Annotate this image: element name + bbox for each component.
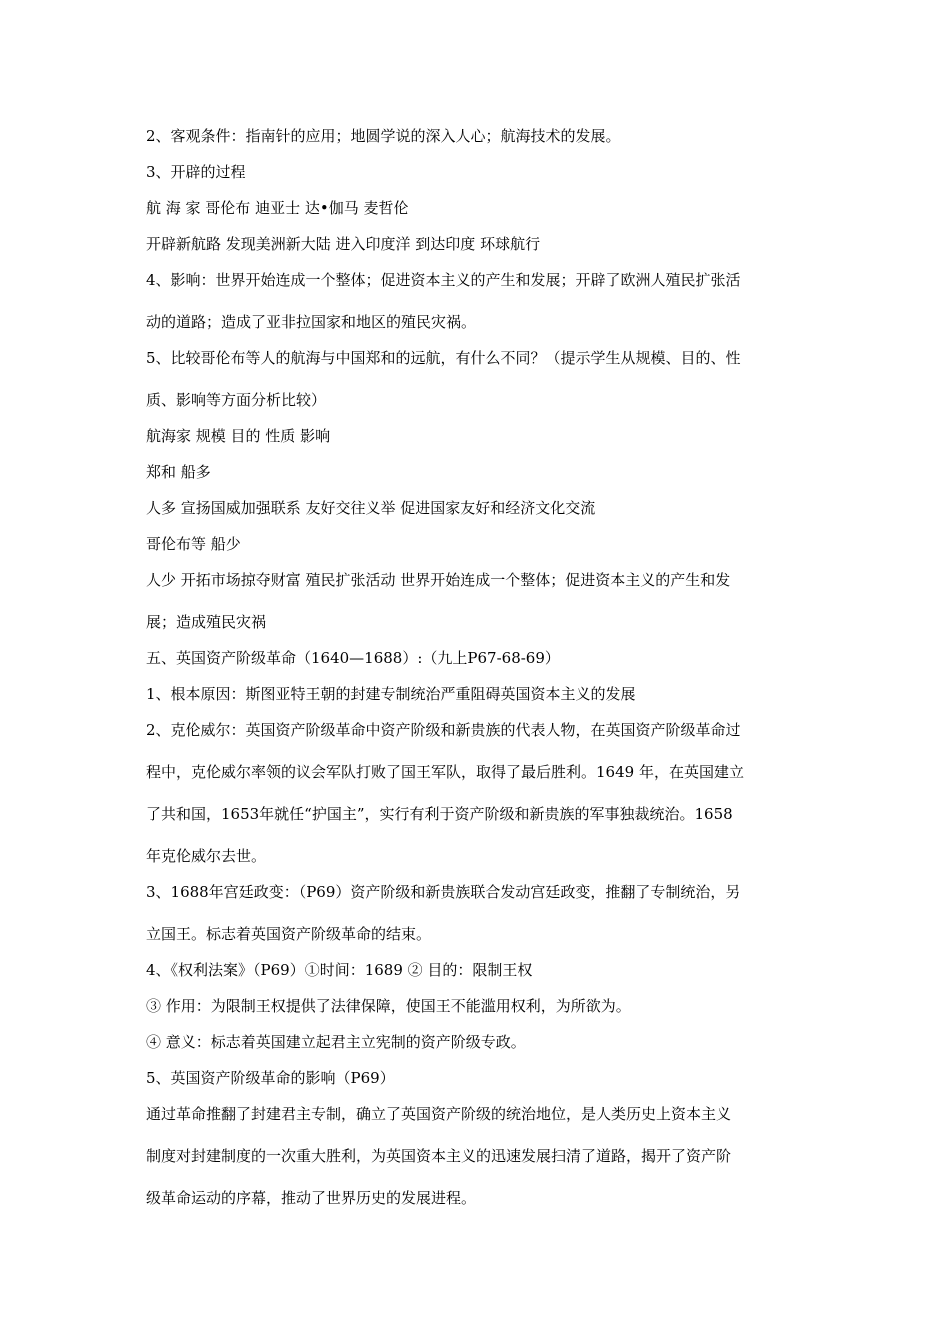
text-line-root-cause: 1、根本原因：斯图亚特王朝的封建专制统治严重阻碍英国资本主义的发展 — [146, 685, 636, 703]
text-line-cromwell: 2、克伦威尔：英国资产阶级革命中资产阶级和新贵族的代表人物，在英国资产阶级革命过 — [146, 721, 741, 739]
text-line-bill-function: ③ 作用：为限制王权提供了法律保障，使国王不能滥用权利，为所欲为。 — [146, 997, 631, 1015]
text-line-revolution-impact-cont-1: 制度对封建制度的一次重大胜利，为英国资本主义的迅速发展扫清了道路，揭开了资产阶 — [146, 1147, 732, 1165]
text-line-impact: 4、影响：世界开始连成一个整体；促进资本主义的产生和发展；开辟了欧洲人殖民扩张活 — [146, 271, 741, 289]
text-line-revolution-impact-heading: 5、英国资产阶级革命的影响（P69） — [146, 1069, 395, 1087]
section-heading-english-revolution: 五、英国资产阶级革命（1640—1688）:（九上P67-68-69） — [146, 649, 560, 667]
text-line-bill-of-rights: 4、《权利法案》（P69）①时间：1689 ② 目的：限制王权 — [146, 961, 533, 979]
text-line-revolution-impact: 通过革命推翻了封建君主专制，确立了英国资产阶级的统治地位，是人类历史上资本主义 — [146, 1105, 732, 1123]
text-line-bill-significance: ④ 意义：标志着英国建立起君主立宪制的资产阶级专政。 — [146, 1033, 526, 1051]
text-line-revolution-impact-cont-2: 级革命运动的序幕，推动了世界历史的发展进程。 — [146, 1189, 477, 1207]
text-line-zhenghe-details: 人多 宣扬国威加强联系 友好交往义举 促进国家友好和经济文化交流 — [146, 499, 596, 517]
text-line-process-heading: 3、开辟的过程 — [146, 163, 246, 181]
text-line-zhenghe: 郑和 船多 — [146, 463, 211, 481]
text-line-objective-conditions: 2、客观条件：指南针的应用；地圆学说的深入人心；航海技术的发展。 — [146, 127, 621, 145]
text-line-navigators: 航 海 家 哥伦布 迪亚士 达•伽马 麦哲伦 — [146, 199, 409, 217]
text-line-routes: 开辟新航路 发现美洲新大陆 进入印度洋 到达印度 环球航行 — [146, 235, 541, 253]
text-line-impact-cont: 动的道路；造成了亚非拉国家和地区的殖民灾祸。 — [146, 313, 477, 331]
text-line-glorious-revolution-cont: 立国王。标志着英国资产阶级革命的结束。 — [146, 925, 432, 943]
text-line-glorious-revolution: 3、1688年宫廷政变：（P69）资产阶级和新贵族联合发动宫廷政变，推翻了专制统治，另 — [146, 883, 741, 901]
text-line-comparison: 5、比较哥伦布等人的航海与中国郑和的远航，有什么不同？（提示学生从规模、目的、性 — [146, 349, 741, 367]
text-line-columbus-details: 人少 开拓市场掠夺财富 殖民扩张活动 世界开始连成一个整体；促进资本主义的产生和发 — [146, 571, 731, 589]
text-line-cromwell-cont-3: 年克伦威尔去世。 — [146, 847, 267, 865]
text-line-columbus: 哥伦布等 船少 — [146, 535, 241, 553]
text-line-cromwell-cont-1: 程中，克伦威尔率领的议会军队打败了国王军队，取得了最后胜利。1649 年，在英国建立 — [146, 763, 744, 781]
text-line-comparison-cont: 质、影响等方面分析比较） — [146, 391, 327, 409]
text-line-table-header: 航海家 规模 目的 性质 影响 — [146, 427, 331, 445]
text-line-cromwell-cont-2: 了共和国，1653年就任“护国主”，实行有利于资产阶级和新贵族的军事独裁统治。1658 — [146, 805, 733, 823]
text-line-columbus-details-cont: 展；造成殖民灾祸 — [146, 613, 267, 631]
